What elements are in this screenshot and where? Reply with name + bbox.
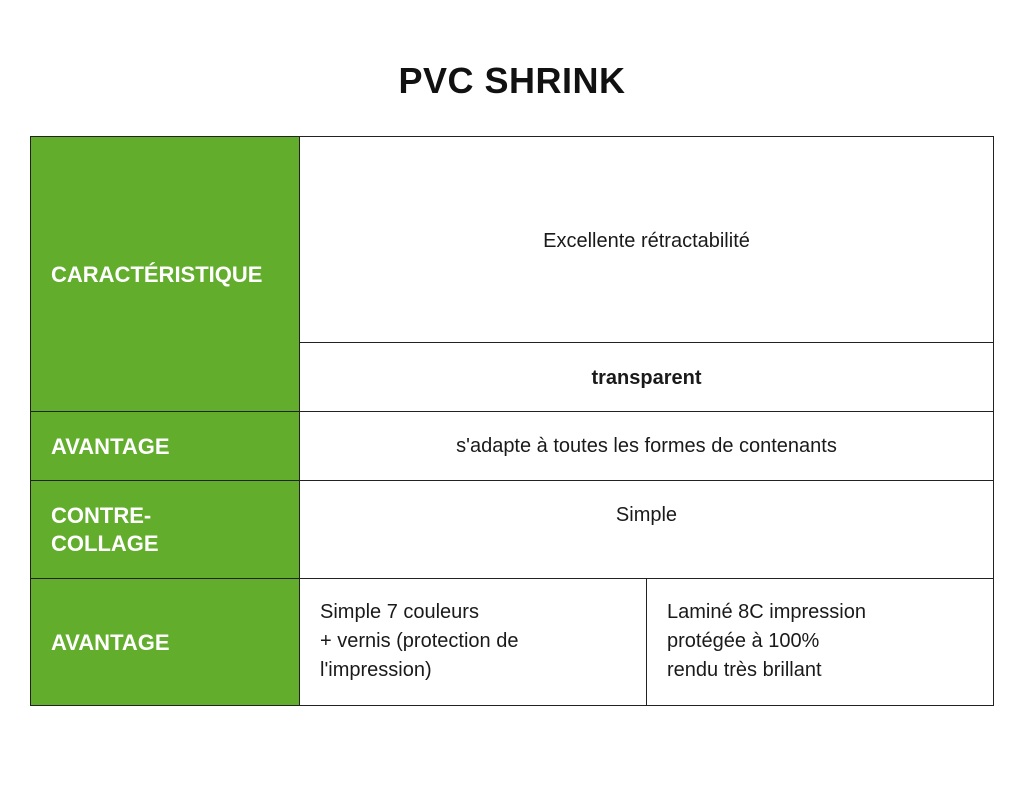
cell-excellente-retractabilite: [300, 137, 993, 342]
cell-simple: [300, 481, 993, 579]
cell-simple-7-couleurs: [300, 579, 647, 706]
row-header-label: AVANTAGE: [51, 433, 170, 459]
cell-lamine-8c: [647, 579, 993, 706]
row-header-avantage-2: [31, 579, 300, 706]
table-divider: [30, 411, 994, 412]
cell-text-line: protégée à 100%: [667, 630, 820, 652]
cell-text: s'adapte à toutes les formes de contenants: [456, 435, 837, 457]
table-divider: [300, 342, 994, 343]
cell-text-line: Simple 7 couleurs: [320, 601, 479, 623]
cell-transparent: [300, 342, 993, 412]
row-header-label-line: CONTRE-: [51, 503, 152, 528]
cell-text: Excellente rétractabilité: [543, 230, 750, 252]
row-header-label: AVANTAGE: [51, 629, 170, 655]
page-title: PVC SHRINK: [398, 60, 626, 101]
table-border-top: [30, 136, 994, 137]
table-divider: [30, 480, 994, 481]
row-header-contre-collage: [31, 481, 300, 579]
row-header-label-line: COLLAGE: [51, 531, 159, 556]
table-border-bottom: [30, 705, 994, 706]
cell-text: Simple: [615, 504, 678, 526]
table-divider: [30, 578, 994, 579]
row-header-avantage: [31, 412, 300, 481]
cell-text-line: rendu très brillant: [667, 659, 822, 681]
cell-adapte-formes: [300, 412, 993, 481]
row-header-caracteristique: [31, 137, 300, 412]
table-border-left: [30, 136, 31, 706]
table-border-right: [993, 136, 994, 706]
row-header-label: CARACTÉRISTIQUE: [51, 261, 263, 287]
table-column-divider: [299, 136, 300, 706]
cell-text: transparent: [591, 367, 702, 389]
table-column-divider: [646, 578, 647, 706]
cell-text-line: l'impression): [320, 659, 432, 681]
cell-text-line: Laminé 8C impression: [667, 601, 866, 623]
cell-text-line: + vernis (protection de: [320, 630, 519, 652]
